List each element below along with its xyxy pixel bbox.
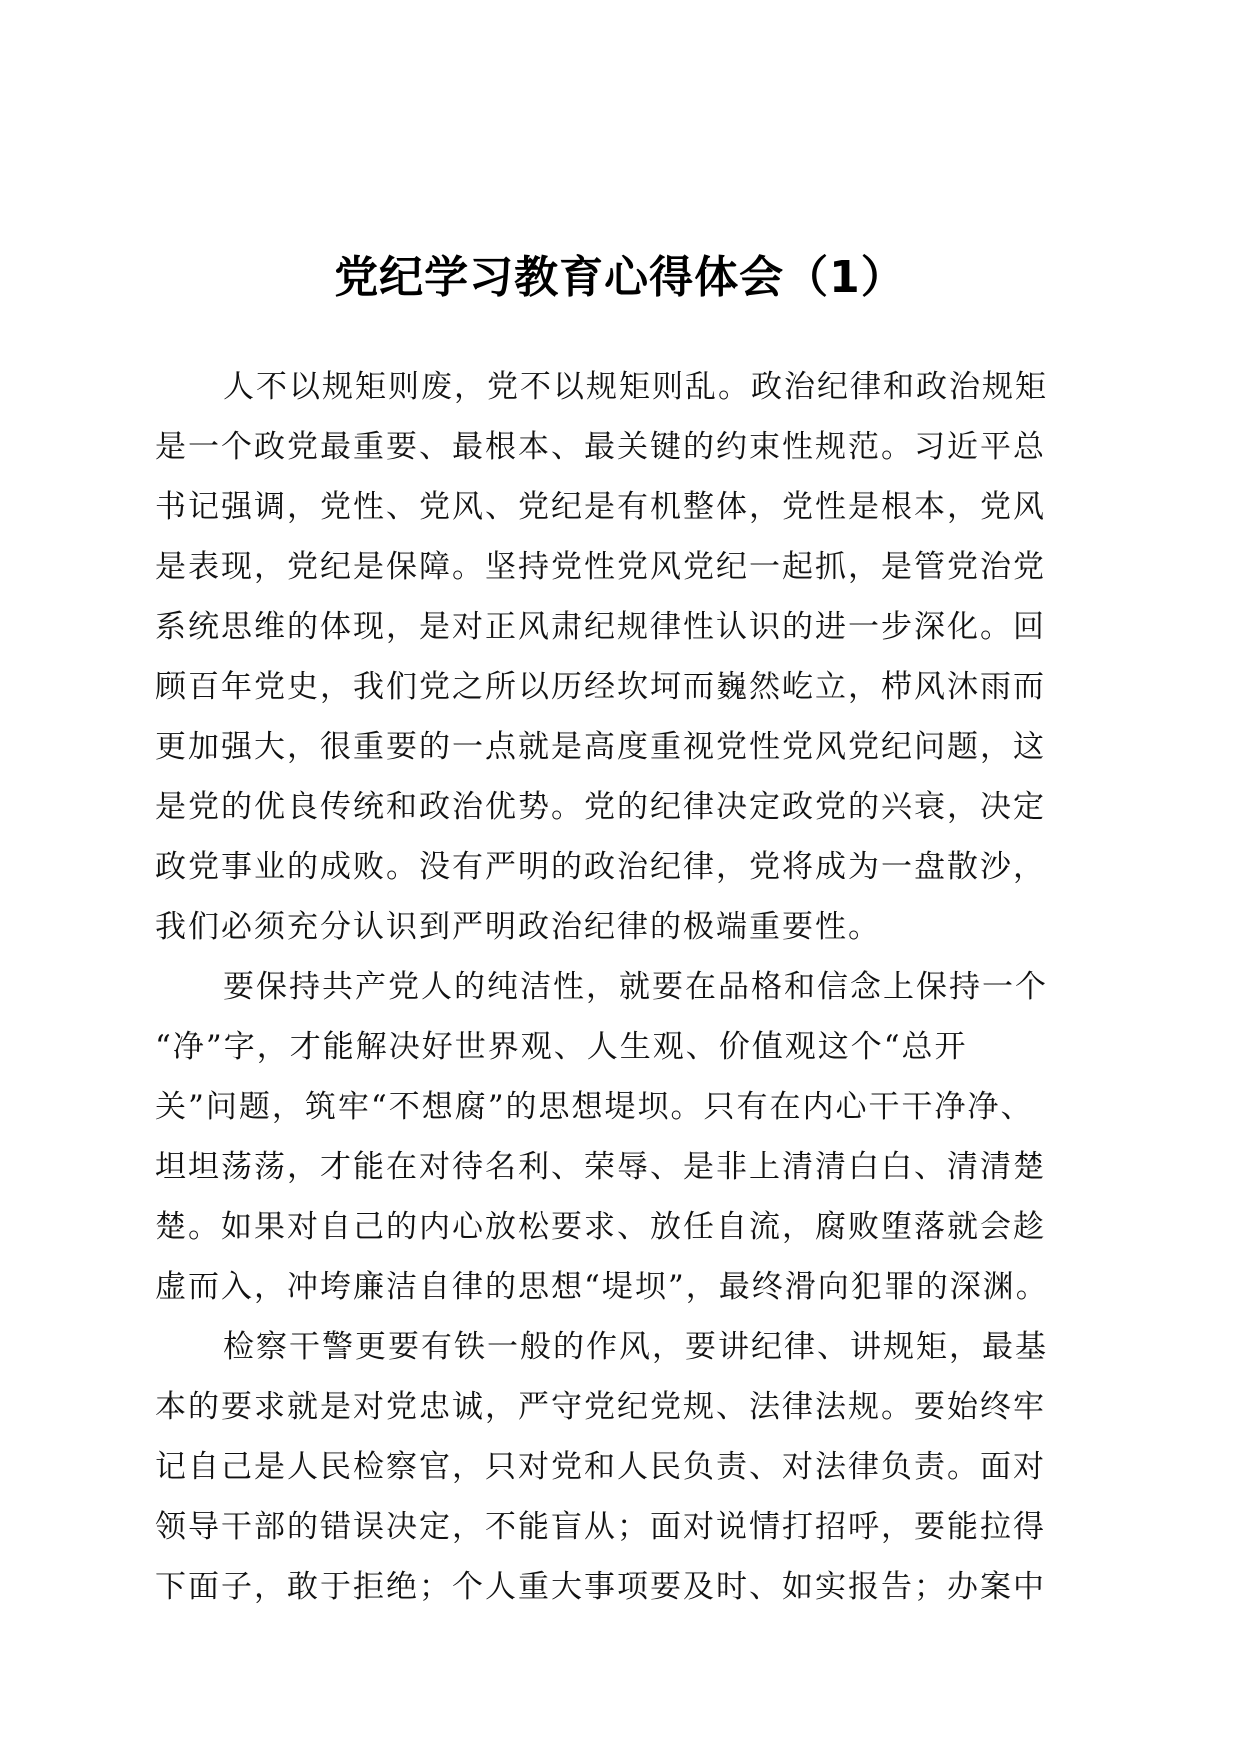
paragraph-2-line: 关”问题，筑牢“不想腐”的思想堤坝。只有在内心干干净净、 bbox=[155, 1089, 1034, 1125]
paragraph-1-line: 书记强调，党性、党风、党纪是有机整体，党性是根本，党风 bbox=[155, 489, 1046, 525]
paragraph-1-line: 顾百年党史，我们党之所以历经坎坷而巍然屹立，栉风沐雨而 bbox=[155, 669, 1046, 705]
document-title: 党纪学习教育心得体会（1） bbox=[334, 252, 906, 303]
paragraph-2-line: 坦坦荡荡，才能在对待名利、荣辱、是非上清清白白、清清楚 bbox=[155, 1149, 1046, 1185]
paragraph-1-line: 人不以规矩则废，党不以规矩则乱。政治纪律和政治规矩 bbox=[223, 369, 1048, 405]
paragraph-1-line: 是党的优良传统和政治优势。党的纪律决定政党的兴衰，决定 bbox=[155, 789, 1046, 825]
paragraph-3-line: 记自己是人民检察官，只对党和人民负责、对法律负责。面对 bbox=[155, 1449, 1046, 1485]
paragraph-3-line: 检察干警更要有铁一般的作风，要讲纪律、讲规矩，最基 bbox=[223, 1329, 1048, 1365]
paragraph-1-line: 更加强大，很重要的一点就是高度重视党性党风党纪问题，这 bbox=[155, 729, 1046, 765]
paragraph-3-line: 下面子，敢于拒绝；个人重大事项要及时、如实报告；办案中 bbox=[155, 1569, 1046, 1605]
paragraph-2-line: 虚而入，冲垮廉洁自律的思想“堤坝”，最终滑向犯罪的深渊。 bbox=[155, 1269, 1049, 1305]
paragraph-1-line: 政党事业的成败。没有严明的政治纪律，党将成为一盘散沙， bbox=[155, 849, 1046, 885]
paragraph-2-line: 楚。如果对自己的内心放松要求、放任自流，腐败堕落就会趁 bbox=[155, 1209, 1046, 1245]
paragraph-1-line: 我们必须充分认识到严明政治纪律的极端重要性。 bbox=[155, 909, 881, 945]
document-body bbox=[155, 357, 1115, 1617]
paragraph-2-line: “净”字，才能解决好世界观、人生观、价值观这个“总开 bbox=[155, 1029, 968, 1065]
paragraph-1-line: 是表现，党纪是保障。坚持党性党风党纪一起抓，是管党治党 bbox=[155, 549, 1046, 585]
paragraph-2-line: 要保持共产党人的纯洁性，就要在品格和信念上保持一个 bbox=[223, 969, 1048, 1005]
paragraph-1-line: 系统思维的体现，是对正风肃纪规律性认识的进一步深化。回 bbox=[155, 609, 1046, 645]
paragraph-3-line: 领导干部的错误决定，不能盲从；面对说情打招呼，要能拉得 bbox=[155, 1509, 1046, 1545]
paragraph-1-line: 是一个政党最重要、最根本、最关键的约束性规范。习近平总 bbox=[155, 429, 1046, 465]
paragraph-3-line: 本的要求就是对党忠诚，严守党纪党规、法律法规。要始终牢 bbox=[155, 1389, 1046, 1425]
